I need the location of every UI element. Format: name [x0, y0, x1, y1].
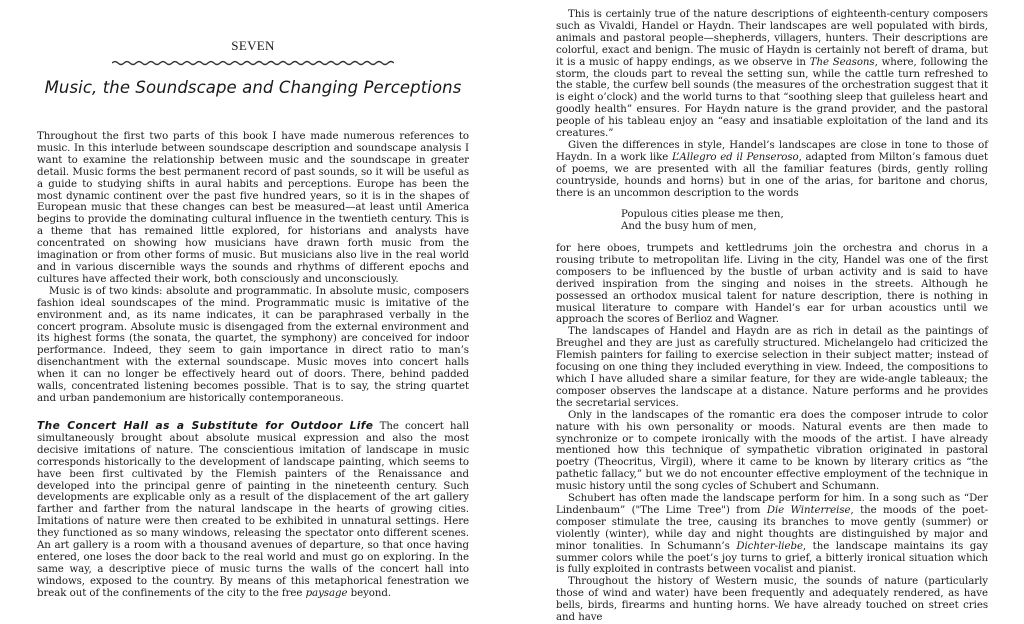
text-run: This is certainly true of the nature descriptions of eighteenth-century composers such as Vivaldi, Handel or Haydn. Their landscapes are well populated with birds, animals and pastoral people—shepherds, villagers, hunters. Their descriptions are colorful, exact and benign. The music of Haydn is certainly not bereft of drama, but it is a music of happy endings, as we observe in	[556, 9, 988, 68]
paragraph	[37, 421, 469, 600]
paragraph	[556, 9, 988, 140]
text-run: Schubert has often made the landscape perform for him. In a song such as “Der Lindenbaum” ("The Lime Tree") from	[556, 493, 988, 516]
verse-line: And the busy hum of men,	[621, 221, 757, 232]
paragraph: Throughout the first two parts of this book I have made numerous references to music. In this interlude between soundscape description and soundscape analysis I want to examine the relationship between music and the soundscape in greater detail. Music forms the best permanent record of past sounds, so it will be useful as a guide to studying shifts in aural habits and perceptions. Europe has been the most dynamic continent over the past five hundred years, so it is in the shapes of European music that these changes can best be measured—at least until America begins to provide the dominating cultural influence in the twentieth century. This is a theme that has remained little explored, for historians and analysts have concentrated on showing how musicians have drawn forth music from the imagination or from other forms of music. But musicians also live in the real world and in various discernible ways the sounds and rhythms of different epochs and cultures have affected their work, both consciously and unconsciously.	[37, 131, 469, 285]
section-concert-hall	[37, 421, 469, 600]
paragraph	[556, 140, 988, 200]
section-text: The concert hall simultaneously brought about absolute musical expression and also the most decisive imitations of nature. The conscientious imitation of landscape in music corresponds historically to the development of landscape painting, which seems to have been first cultivated by the Flemish painters of the Renaissance and developed into the principal genre of painting in the nineteenth century. Such developments are explicable only as a result of the displacement of the art gallery farther and farther from the natural landscape in the hearts of growing cities. Imitations of nature were then created to be exhibited in unnatural settings. Here they functioned as so many windows, releasing the spectator onto different scenes. An art gallery is a room with a thousand avenues of departure, so that once having entered, one loses the door back to the real world and must go on exploring. In the same way, a descriptive piece of music turns the walls of the concert hall into windows, exposed to the country. By means of this metaphorical fenestration we break out of the confinements of the city to the free	[37, 421, 469, 599]
paragraph	[556, 493, 988, 576]
work-title: The Seasons	[809, 56, 875, 68]
italic-term: paysage	[305, 587, 348, 599]
paragraph: Music is of two kinds: absolute and programmatic. In absolute music, composers fashion ideal soundscapes of the mind. Programmatic music is imitative of the environment and, as its name indicates, it can be paraphrased verbally in the concert program. Absolute music is disengaged from the external environment and its highest forms (the sonata, the quartet, the symphony) are conceived for indoor performance. Indeed, they seem to gain importance in direct ratio to man’s disenchantment with the external soundscape. Music moves into concert halls when it can no longer be effectively heard out of doors. There, behind padded walls, concentrated listening becomes possible. That is to say, the string quartet and urban pandemonium are historically contemporaneous.	[37, 285, 469, 404]
text-run: , where, following the storm, the clouds part to reveal the setting sun, while the cattle turn refreshed to the stable, the curfew bell sounds (the measures of the orchestration suggest that it is eight o’clock) and the world turns to that “soothing sleep that guileless heart and goodly health” ensures. For Haydn nature is the grand provider, and the pastoral people of his tableau enjoy an “easy and insatiable exploitation of the land and its creatures.”	[556, 56, 988, 140]
verse-line: Populous cities please me then,	[621, 209, 784, 220]
wavy-rule-ornament-icon	[112, 59, 394, 67]
chapter-number: SEVEN	[231, 38, 275, 53]
verse-quote	[621, 209, 784, 233]
intro-text	[37, 131, 469, 405]
paragraph: Only in the landscapes of the romantic era does the composer intrude to color nature with his own personality or moods. Natural events are then made to synchronize or to compete ironically with the moods of the artist. I have already mentioned how this technique of sympathetic vibration originated in pastoral poetry (Theocritus, Virgil), where it came to be known by literary critics as “the pathetic fallacy,” but we do not encounter effective employment of the technique in music history until the song cycles of Schubert and Schumann.	[556, 409, 988, 493]
text-run: , adapted from Milton’s famous duet of poems, we are presented with all the familiar features (birds, gently rolling countryside, hounds and horns) but in one of the arias, for baritone and chorus, there is an uncommon description to the words	[556, 151, 988, 199]
paragraph: for here oboes, trumpets and kettledrums join the orchestra and chorus in a rousing tribute to metropolitan life. Living in the city, Handel was one of the first composers to be influenced by the bustle of urban activity and is said to have derived inspiration from the singing and noises in the streets. Although he possessed an orthodox musical talent for nature description, there is nothing in musical literature to compare with Handel’s ear for urban acoustics until we approach the scores of Berlioz and Wagner.	[556, 243, 988, 326]
text-run: Given the differences in style, Handel’s landscapes are close in tone to those of Haydn. In a work like	[556, 139, 988, 163]
work-title: Die Winterreise	[766, 504, 851, 516]
right-text-lower	[556, 243, 988, 624]
paragraph: The landscapes of Handel and Haydn are as rich in detail as the paintings of Breughel and they are just as carefully structured. Michelangelo had criticized the Flemish painters for failing to exercise selection in their subject matter; instead of focusing on one thing they included everything in view. Indeed, the compositions to which I have alluded share a similar feature, for they are wide-angle tableaux; the composer observes the landscape at a distance. Nature performs and he provides the secretarial services.	[556, 326, 988, 409]
text-run: , the landscape maintains its gay summer colors while the poet’s joy turns to grief, a bitterly ironical situation which is fully exploited in contrasts between vocalist and pianist.	[556, 540, 989, 576]
left-page	[0, 0, 512, 620]
section-heading: The Concert Hall as a Substitute for Outdoor Life	[37, 420, 374, 432]
work-title: Dichter-liebe	[736, 540, 803, 552]
work-title: L’Allegro ed il Penseroso	[671, 151, 799, 163]
text-run: , the moods of the poet-composer stimulate the tree, causing its branches to move gently (summer) or violently (winter), while day and night thoughts are distinguished by major and minor tonalities. In Schumann’s	[556, 504, 988, 552]
chapter-title: Music, the Soundscape and Changing Perceptions	[44, 78, 462, 97]
right-text-upper	[556, 9, 988, 200]
paragraph: Throughout the history of Western music, the sounds of nature (particularly those of wind and water) have been frequently and adequately rendered, as have bells, birds, firearms and hunting horns. We have already touched on street cries and have	[556, 576, 988, 624]
section-text-end: beyond.	[347, 587, 392, 599]
